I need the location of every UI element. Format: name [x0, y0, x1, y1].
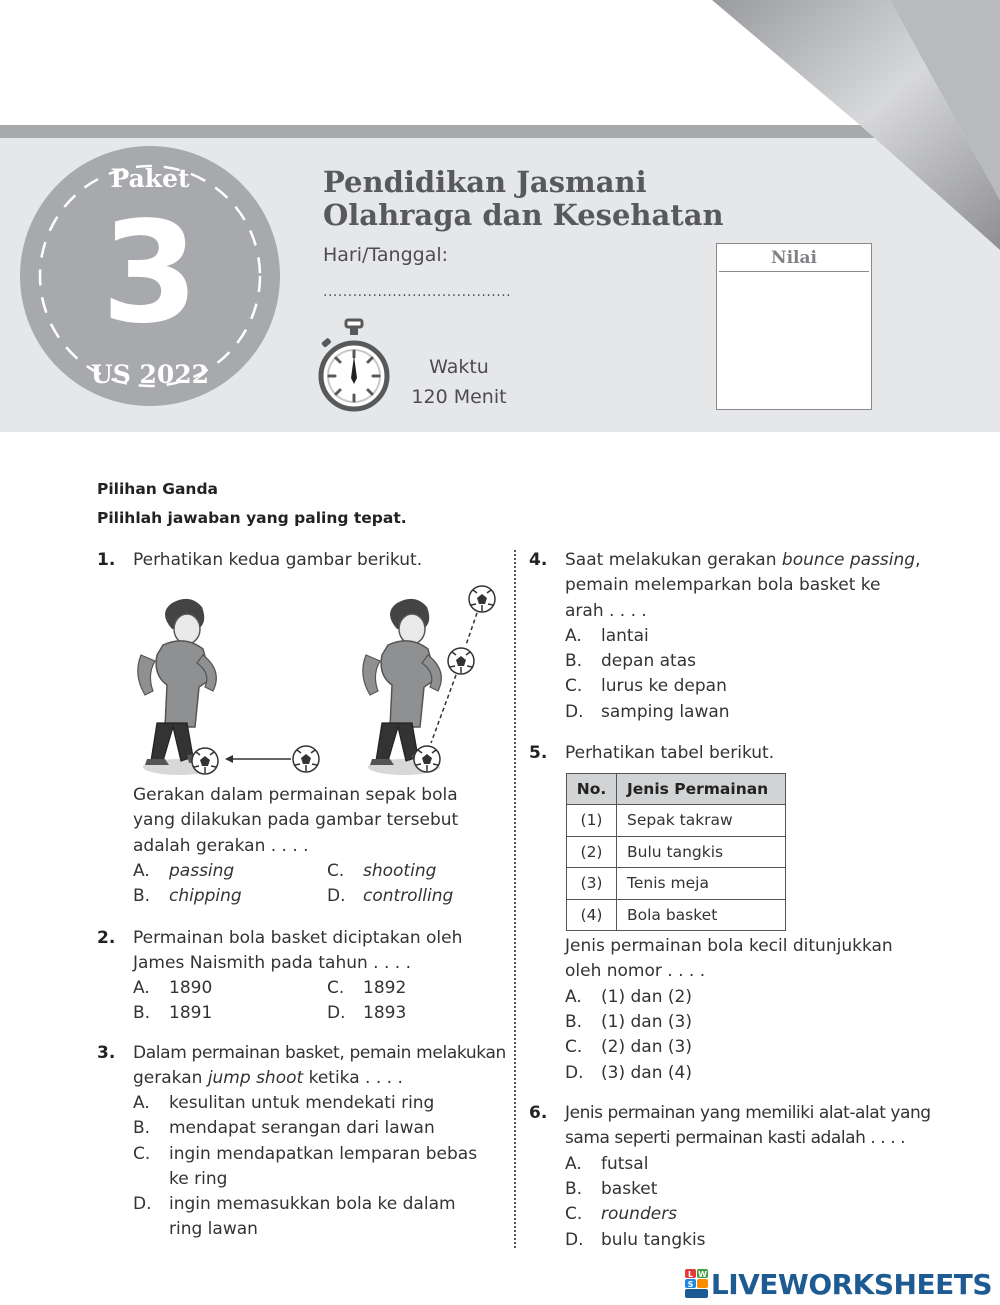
option-letter: C.	[133, 1144, 151, 1164]
game-table	[566, 773, 786, 931]
option-text: lantai	[601, 626, 649, 646]
soccer-illustration	[125, 585, 505, 785]
table-cell: Tenis meja	[617, 868, 786, 900]
option-letter: B.	[565, 1179, 583, 1199]
stopwatch-icon	[316, 318, 392, 414]
option-line: ring lawan	[169, 1219, 258, 1240]
option-letter: D.	[565, 1063, 584, 1083]
table-cell: Bola basket	[617, 899, 786, 931]
logo-letter: L	[687, 1270, 693, 1279]
option-text: (2) dan (3)	[601, 1037, 692, 1057]
option-text: rounders	[601, 1204, 678, 1224]
question-line: arah . . . .	[565, 600, 647, 621]
option-letter: C.	[565, 1037, 583, 1057]
question-number: 6.	[529, 1103, 548, 1123]
subject-title	[323, 166, 724, 232]
option-letter: B.	[133, 1003, 151, 1023]
question-number: 2.	[97, 928, 116, 948]
badge-number: 3	[101, 192, 199, 355]
logo-tile	[697, 1279, 708, 1288]
liveworksheets-footer[interactable]	[685, 1267, 992, 1301]
question-text	[133, 1041, 506, 1092]
option-letter: A.	[565, 626, 582, 646]
column-divider	[514, 550, 516, 1248]
question-line: James Naismith pada tahun . . . .	[133, 953, 412, 974]
option-text	[169, 1192, 456, 1243]
subject-line-1: Pendidikan Jasmani	[323, 165, 647, 199]
option-letter: D.	[133, 1194, 152, 1214]
directive: Pilihlah jawaban yang paling tepat.	[97, 509, 407, 527]
score-label: Nilai	[719, 244, 869, 272]
question-line: Permainan bola basket diciptakan oleh	[133, 928, 463, 948]
score-box[interactable]	[716, 243, 872, 410]
option-letter: D.	[327, 886, 346, 906]
question-text	[565, 548, 920, 624]
question-text	[565, 934, 893, 985]
date-label: Hari/Tanggal:	[323, 244, 449, 266]
question-line: sama seperti permainan kasti adalah . . . .	[565, 1128, 906, 1149]
option-text: shooting	[363, 861, 437, 881]
option-letter: A.	[133, 861, 150, 881]
option-letter: B.	[565, 651, 583, 671]
option-text: kesulitan untuk mendekati ring	[169, 1093, 435, 1113]
option-text: controlling	[363, 886, 454, 906]
table-cell: (4)	[567, 899, 617, 931]
question-line: Jenis permainan yang memiliki alat-alat yang	[565, 1103, 931, 1123]
question-line	[133, 1066, 506, 1091]
question-text	[133, 926, 462, 977]
time-label: Waktu	[429, 356, 489, 378]
option-text: (1) dan (3)	[601, 1012, 692, 1032]
option-text: depan atas	[601, 651, 696, 671]
question-intro: Perhatikan kedua gambar berikut.	[133, 550, 423, 570]
table-row	[567, 805, 786, 837]
option-text: 1890	[169, 978, 213, 998]
question-line: adalah gerakan . . . .	[133, 835, 309, 856]
option-letter: C.	[327, 978, 345, 998]
question-number: 1.	[97, 550, 116, 570]
question-line: Jenis permainan bola kecil ditunjukkan	[565, 936, 893, 956]
option-text	[169, 1142, 477, 1193]
question-line	[565, 548, 920, 573]
question-text	[133, 783, 483, 859]
table-cell: (2)	[567, 836, 617, 868]
option-text: 1891	[169, 1003, 213, 1023]
question-line: pemain melemparkan bola basket ke	[565, 575, 881, 596]
text-run: ,	[915, 550, 921, 570]
subject-line-2: Olahraga dan Kesehatan	[323, 198, 724, 232]
option-text: passing	[169, 861, 235, 881]
question-number: 4.	[529, 550, 548, 570]
option-line: ingin mendapatkan lemparan bebas	[169, 1144, 478, 1164]
table-cell: Sepak takraw	[617, 805, 786, 837]
logo-tile	[685, 1289, 708, 1298]
option-letter: B.	[133, 1118, 151, 1138]
badge-word: Paket	[110, 164, 190, 193]
question-line: Dalam permainan basket, pemain melakukan	[133, 1043, 506, 1063]
option-text: lurus ke depan	[601, 676, 727, 696]
option-letter: B.	[133, 886, 151, 906]
liveworksheets-logo-icon	[685, 1269, 709, 1299]
option-text: (1) dan (2)	[601, 987, 692, 1007]
question-line: Gerakan dalam permainan sepak bola	[133, 785, 458, 805]
option-letter: C.	[327, 861, 345, 881]
option-letter: B.	[565, 1012, 583, 1032]
term-italic: bounce passing	[781, 550, 916, 570]
option-letter: A.	[133, 978, 150, 998]
option-text: chipping	[169, 886, 242, 906]
ball-icon	[192, 748, 218, 774]
option-letter: D.	[565, 702, 584, 722]
question-6	[529, 1101, 949, 1251]
option-line: ke ring	[169, 1169, 228, 1190]
ball-icon	[414, 746, 440, 772]
option-letter: D.	[327, 1003, 346, 1023]
table-header: Jenis Permainan	[617, 774, 786, 805]
table-header-row	[567, 774, 786, 805]
option-text: bulu tangkis	[601, 1230, 706, 1250]
text-run: Saat melakukan gerakan	[565, 550, 782, 570]
table-row	[567, 899, 786, 931]
text-run: ketika . . . .	[303, 1068, 403, 1089]
question-2	[97, 926, 507, 1031]
table-row	[567, 836, 786, 868]
ball-icon	[448, 648, 474, 674]
dashed-path	[466, 613, 477, 645]
option-text: futsal	[601, 1154, 649, 1174]
paket-badge	[20, 146, 280, 406]
option-letter: C.	[565, 676, 583, 696]
table-cell: (3)	[567, 868, 617, 900]
option-text: samping lawan	[601, 702, 730, 722]
liveworksheets-brand: LIVEWORKSHEETS	[710, 1267, 992, 1301]
date-blank[interactable]: ......................................	[323, 284, 512, 300]
option-line: ingin memasukkan bola ke dalam	[169, 1194, 456, 1214]
question-4	[529, 548, 949, 728]
option-text: basket	[601, 1179, 658, 1199]
option-text: 1892	[363, 978, 407, 998]
question-line: yang dilakukan pada gambar tersebut	[133, 810, 459, 831]
option-text: 1893	[363, 1003, 407, 1023]
question-3	[97, 1041, 509, 1246]
section-title: Pilihan Ganda	[97, 480, 218, 498]
question-intro: Perhatikan tabel berikut.	[565, 743, 775, 763]
option-text: mendapat serangan dari lawan	[169, 1118, 435, 1138]
badge-year: US 2022	[90, 360, 210, 389]
question-text	[565, 1101, 931, 1152]
option-letter: D.	[565, 1230, 584, 1250]
table-row	[567, 868, 786, 900]
table-header: No.	[567, 774, 617, 805]
time-info	[410, 352, 508, 412]
ball-icon	[293, 746, 319, 772]
time-value: 120 Menit	[411, 386, 507, 408]
option-letter: A.	[565, 987, 582, 1007]
question-number: 5.	[529, 743, 548, 763]
option-letter: A.	[565, 1154, 582, 1174]
ball-icon	[469, 586, 495, 612]
table-cell: Bulu tangkis	[617, 836, 786, 868]
term-italic: jump shoot	[207, 1068, 304, 1089]
table-cell: (1)	[567, 805, 617, 837]
question-line: oleh nomor . . . .	[565, 961, 706, 982]
logo-letter: W	[697, 1270, 707, 1279]
arrow-head	[225, 755, 233, 763]
logo-letter: S	[687, 1280, 694, 1289]
option-letter: A.	[133, 1093, 150, 1113]
option-text: (3) dan (4)	[601, 1063, 692, 1083]
question-number: 3.	[97, 1043, 116, 1063]
option-letter: C.	[565, 1204, 583, 1224]
text-run: gerakan	[133, 1068, 208, 1089]
